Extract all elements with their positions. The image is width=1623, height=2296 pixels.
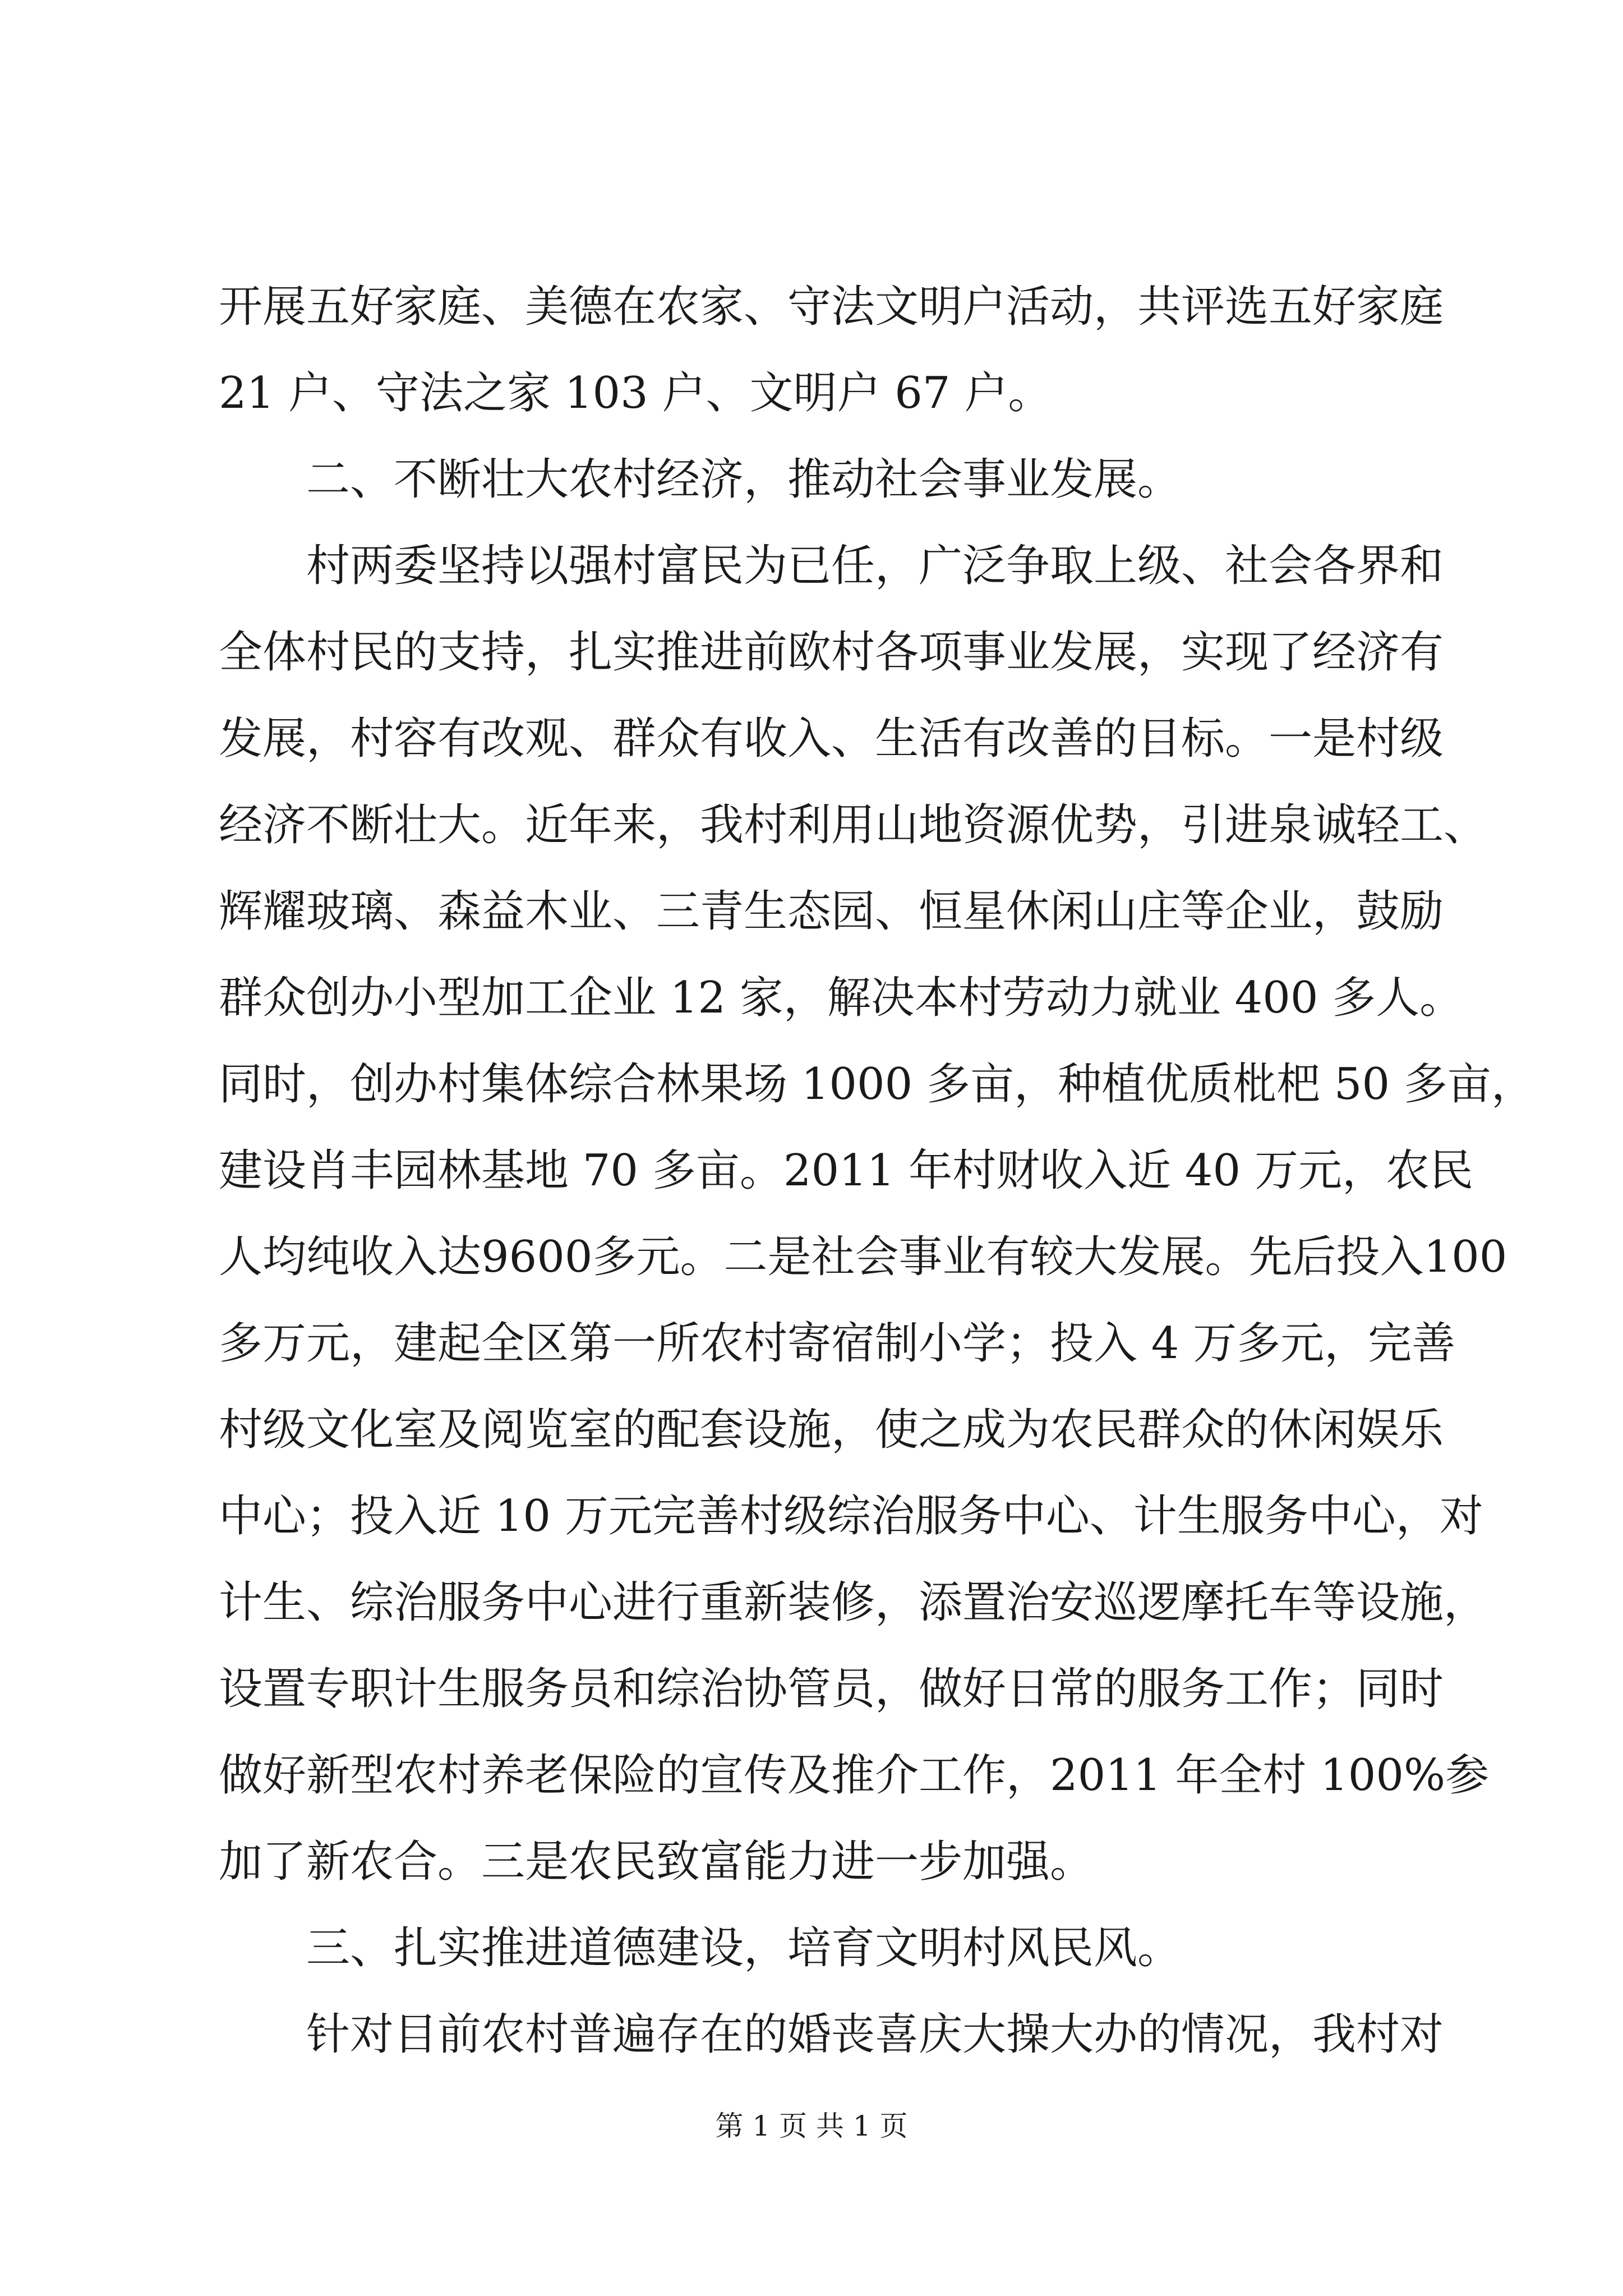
body-line: 中心；投入近 10 万元完善村级综治服务中心、计生服务中心，对 [219,1491,1483,1542]
body-line: 加了新农合。三是农民致富能力进一步加强。 [219,1837,1094,1887]
section-heading: 三、扎实推进道德建设，培育文明村风民风。 [306,1923,1182,1973]
body-line: 计生、综治服务中心进行重新装修，添置治安巡逻摩托车等设施， [219,1577,1488,1628]
body-line: 人均纯收入达9600多元。二是社会事业有较大发展。先后投入100 [219,1232,1507,1282]
body-line: 辉耀玻璃、森益木业、三青生态园、恒星休闲山庄等企业，鼓励 [219,886,1444,937]
body-line: 建设肖丰园林基地 70 多亩。2011 年村财收入近 40 万元，农民 [219,1145,1473,1196]
body-line: 21 户、守法之家 103 户、文明户 67 户。 [219,368,1052,418]
section-heading: 二、不断壮大农村经济，推动社会事业发展。 [306,454,1182,505]
body-line: 多万元，建起全区第一所农村寄宿制小学；投入 4 万多元，完善 [219,1318,1456,1369]
body-line: 同时，创办村集体综合林果场 1000 多亩，种植优质枇杷 50 多亩， [219,1059,1535,1110]
body-line: 村级文化室及阅览室的配套设施，使之成为农民群众的休闲娱乐 [219,1405,1444,1455]
body-line: 做好新型农村养老保险的宣传及推介工作，2011 年全村 100%参 [219,1750,1490,1801]
body-line: 经济不断壮大。近年来，我村利用山地资源优势，引进泉诚轻工、 [219,800,1488,850]
page-footer: 第 1 页 共 1 页 [715,2110,908,2142]
body-line: 开展五好家庭、美德在农家、守法文明户活动，共评选五好家庭 [219,282,1444,332]
body-line: 村两委坚持以强村富民为已任，广泛争取上级、社会各界和 [306,541,1444,591]
body-line: 群众创办小型加工企业 12 家，解决本村劳动力就业 400 多人。 [219,973,1464,1023]
body-line: 发展，村容有改观、群众有收入、生活有改善的目标。一是村级 [219,714,1444,764]
document-body [219,264,1535,2078]
body-line: 针对目前农村普遍存在的婚丧喜庆大操大办的情况，我村对 [306,2009,1444,2060]
body-line: 全体村民的支持，扎实推进前欧村各项事业发展，实现了经济有 [219,627,1444,678]
body-line: 设置专职计生服务员和综治协管员，做好日常的服务工作；同时 [219,1664,1444,1714]
